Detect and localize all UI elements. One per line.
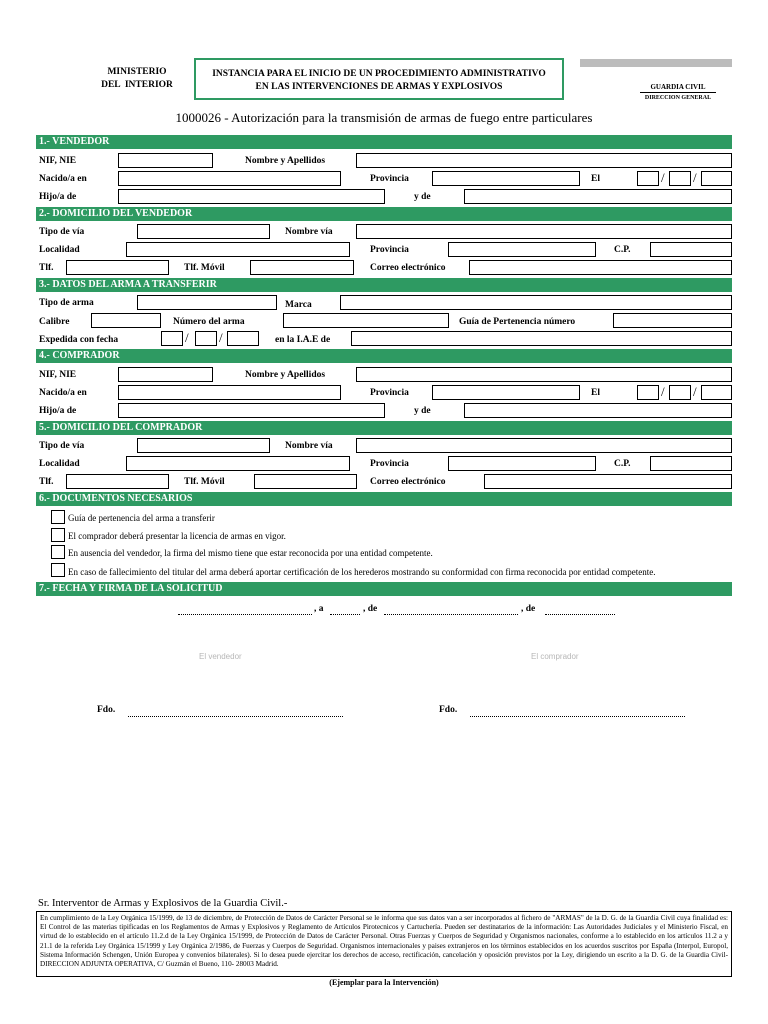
vend-movil-field[interactable] — [250, 260, 354, 275]
legal-notice: En cumplimiento de la Ley Orgánica 15/1999, de 13 de diciembre, de Protección de Datos de Carácter Personal se le informa que sus datos van a ser incorporados al fichero de "ARMAS" de la D. G. de la Guardia Civil cuya finalidad es: El Control de las materias tipificadas en los Reglamentos de Armas y Explosivos y Reglamento de Artículos Pirotecnicos y Cartuchería. Pueden ser destinatarios de la información: Las Autoridades Judiciales y el Ministerio Fiscal, en virtud de lo establecido en el artículo 11.2.d de la Ley Orgánica 15/1999, de Protección de Datos de Carácter Personal. Otras Fuerzas y Cuerpos de Seguridad y Organismos nacionales, conforme a lo establecido en los artículos 11.2 a y 21.1 de la referida Ley Orgánica 15/1999 y Ley Orgánica 2/1986, de Fuerzas y Cuerpos de Seguridad. Organismos internacionales y paises extranjeros en los términos establecidos en los acuerdos suscritos por España (Interpol, Europol, Sistema Información Schengen, Unión Europea y convenios bilaterales). Si lo desea puede ejercitar los derechos de acceso, rectificación, cancelación y oposición previstos por la Ley, dirigiendo un escrito a la D. G. de la Guardia Civil- DIRECCION ADJUNTA OPERATIVA, C/ Guzmán el Bueno, 110- 28003 Madrid. — [36, 911, 732, 977]
numero-arma-label: Número del arma — [173, 317, 245, 327]
expedida-mes[interactable] — [195, 331, 217, 346]
form-title-line1: INSTANCIA PARA EL INICIO DE UN PROCEDIMIENTO ADMINISTRATIVO — [212, 69, 546, 79]
vendedor-nombre-field[interactable] — [356, 153, 732, 168]
guia-label: Guía de Pertenencia número — [459, 317, 576, 327]
section-datos-arma: 3.- DATOS DEL ARMA A TRANSFERIR — [36, 278, 732, 292]
comp-tlf-field[interactable] — [66, 474, 169, 489]
ministerio-block — [92, 66, 182, 92]
comprador-fecha-mes[interactable] — [669, 385, 691, 400]
comp-movil-label: Tlf. Móvil — [184, 477, 225, 487]
vendedor-nif-field[interactable] — [118, 153, 213, 168]
comprador-hijo-label: Hijo/a de — [39, 406, 77, 416]
section-domicilio-comprador: 5.- DOMICILIO DEL COMPRADOR — [36, 421, 732, 435]
comprador-signature-label: El comprador — [531, 652, 579, 661]
comp-cp-field[interactable] — [650, 456, 732, 471]
vendedor-fecha-dia[interactable] — [637, 171, 659, 186]
vend-cp-label: C.P. — [614, 245, 631, 255]
comp-tipovia-field[interactable] — [137, 438, 270, 453]
date-de2-label: , de — [521, 604, 536, 614]
date-slash: / — [693, 170, 697, 185]
date-slash: / — [219, 330, 223, 345]
vendedor-fecha-anio[interactable] — [701, 171, 732, 186]
vend-nombrevia-label: Nombre vía — [285, 227, 333, 237]
doc-checkbox-fallecimiento[interactable] — [51, 563, 65, 577]
date-a-label: , a — [314, 604, 324, 614]
vend-localidad-label: Localidad — [39, 245, 80, 255]
comp-localidad-field[interactable] — [126, 456, 350, 471]
comprador-el-label: El — [591, 388, 600, 398]
numero-arma-field[interactable] — [283, 313, 449, 328]
form-title-line2: EN LAS INTERVENCIONES DE ARMAS Y EXPLOSIVOS — [255, 82, 503, 92]
doc-text-ausencia: En ausencia del vendedor, la firma del mismo tiene que estar reconocida por una entidad competente. — [68, 548, 433, 558]
interior-label: DEL INTERIOR — [101, 80, 173, 90]
ejemplar-note: (Ejemplar para la Intervención) — [329, 978, 439, 987]
marca-label: Marca — [285, 300, 312, 310]
vendedor-nombre-label: Nombre y Apellidos — [245, 156, 326, 166]
vend-localidad-field[interactable] — [126, 242, 350, 257]
vend-correo-field[interactable] — [469, 260, 732, 275]
vendedor-padre-field[interactable] — [118, 189, 385, 204]
comprador-nacido-field[interactable] — [118, 385, 341, 400]
guia-field[interactable] — [613, 313, 732, 328]
tipo-arma-label: Tipo de arma — [39, 298, 94, 308]
comprador-provincia-field[interactable] — [432, 385, 580, 400]
expedida-dia[interactable] — [161, 331, 183, 346]
vendedor-nif-label: NIF, NIE — [39, 156, 77, 166]
date-slash: / — [693, 384, 697, 399]
fdo-vendedor-label: Fdo. — [97, 705, 116, 715]
vend-tipovia-field[interactable] — [137, 224, 270, 239]
comprador-nombre-label: Nombre y Apellidos — [245, 370, 326, 380]
vend-tlf-field[interactable] — [66, 260, 169, 275]
vendedor-madre-field[interactable] — [464, 189, 732, 204]
doc-text-fallecimiento: En caso de fallecimiento del titular del arma deberá aportar certificación de los herederos mostrando su conformidad con firma reconocida por entidad competente. — [68, 567, 656, 577]
comprador-nif-label: NIF, NIE — [39, 370, 77, 380]
comp-provincia-field[interactable] — [448, 456, 596, 471]
comp-movil-field[interactable] — [254, 474, 357, 489]
vend-movil-label: Tlf. Móvil — [184, 263, 225, 273]
vend-tipovia-label: Tipo de vía — [39, 227, 85, 237]
comprador-nacido-label: Nacido/a en — [39, 388, 87, 398]
comprador-nif-field[interactable] — [118, 367, 213, 382]
date-slash: / — [661, 384, 665, 399]
date-day-line[interactable] — [330, 614, 360, 615]
comprador-fecha-dia[interactable] — [637, 385, 659, 400]
date-de1-label: , de — [363, 604, 378, 614]
doc-checkbox-guia[interactable] — [51, 510, 65, 524]
section-vendedor: 1.- VENDEDOR — [36, 135, 732, 149]
guardia-civil-label: GUARDIA CIVIL — [640, 83, 716, 93]
guardia-civil-block — [640, 83, 716, 102]
iae-field[interactable] — [351, 331, 732, 346]
section-documentos: 6.- DOCUMENTOS NECESARIOS — [36, 492, 732, 506]
vendedor-nacido-field[interactable] — [118, 171, 341, 186]
comp-tipovia-label: Tipo de vía — [39, 441, 85, 451]
calibre-label: Calibre — [39, 317, 70, 327]
comprador-yde-label: y de — [414, 406, 431, 416]
vendedor-fecha-mes[interactable] — [669, 171, 691, 186]
doc-checkbox-ausencia[interactable] — [51, 545, 65, 559]
section-fecha-firma: 7.- FECHA Y FIRMA DE LA SOLICITUD — [36, 582, 732, 596]
date-slash: / — [661, 170, 665, 185]
comprador-padre-field[interactable] — [118, 403, 385, 418]
vendedor-yde-label: y de — [414, 192, 431, 202]
header-grey-bar — [580, 59, 732, 67]
date-month-line[interactable] — [384, 614, 518, 615]
direccion-general-label: DIRECCION GENERAL — [644, 95, 712, 101]
vend-tlf-label: Tlf. — [39, 263, 54, 273]
comp-correo-field[interactable] — [484, 474, 732, 489]
comprador-fecha-anio[interactable] — [701, 385, 732, 400]
iae-label: en la I.A.E de — [275, 335, 331, 345]
comp-nombrevia-field[interactable] — [356, 438, 732, 453]
vendedor-provincia-field[interactable] — [432, 171, 580, 186]
fdo-vendedor-line[interactable] — [128, 716, 343, 717]
comp-nombrevia-label: Nombre vía — [285, 441, 333, 451]
tipo-arma-field[interactable] — [137, 295, 277, 310]
fdo-comprador-label: Fdo. — [439, 705, 458, 715]
form-title-box — [194, 58, 564, 100]
comp-cp-label: C.P. — [614, 459, 631, 469]
document-title: 1000026 - Autorización para la transmisión de armas de fuego entre particulares — [175, 110, 593, 125]
addressee: Sr. Interventor de Armas y Explosivos de la Guardia Civil.- — [38, 898, 288, 909]
vendedor-signature-label: El vendedor — [199, 652, 242, 661]
comp-localidad-label: Localidad — [39, 459, 80, 469]
vend-cp-field[interactable] — [650, 242, 732, 257]
comprador-nombre-field[interactable] — [356, 367, 732, 382]
calibre-field[interactable] — [91, 313, 161, 328]
fdo-comprador-line[interactable] — [470, 716, 685, 717]
comp-provincia-label: Provincia — [370, 459, 409, 469]
vend-nombrevia-field[interactable] — [356, 224, 732, 239]
vend-correo-label: Correo electrónico — [370, 263, 446, 273]
date-slash: / — [185, 330, 189, 345]
expedida-label: Expedida con fecha — [39, 335, 119, 345]
vendedor-nacido-label: Nacido/a en — [39, 174, 87, 184]
date-place-line[interactable] — [178, 614, 312, 615]
section-domicilio-vendedor: 2.- DOMICILIO DEL VENDEDOR — [36, 207, 732, 221]
comp-tlf-label: Tlf. — [39, 477, 54, 487]
comprador-madre-field[interactable] — [464, 403, 732, 418]
expedida-anio[interactable] — [227, 331, 259, 346]
doc-text-guia: Guía de pertenencia del arma a transferir — [68, 513, 215, 523]
marca-field[interactable] — [340, 295, 732, 310]
date-year-line[interactable] — [545, 614, 615, 615]
section-comprador: 4.- COMPRADOR — [36, 349, 732, 363]
vend-provincia-label: Provincia — [370, 245, 409, 255]
vend-provincia-field[interactable] — [448, 242, 596, 257]
vendedor-provincia-label: Provincia — [370, 174, 409, 184]
doc-text-licencia: El comprador deberá presentar la licencia de armas en vigor. — [68, 531, 286, 541]
doc-checkbox-licencia[interactable] — [51, 528, 65, 542]
ministerio-label: MINISTERIO — [107, 67, 167, 77]
comprador-provincia-label: Provincia — [370, 388, 409, 398]
vendedor-el-label: El — [591, 174, 600, 184]
vendedor-hijo-label: Hijo/a de — [39, 192, 77, 202]
comp-correo-label: Correo electrónico — [370, 477, 446, 487]
